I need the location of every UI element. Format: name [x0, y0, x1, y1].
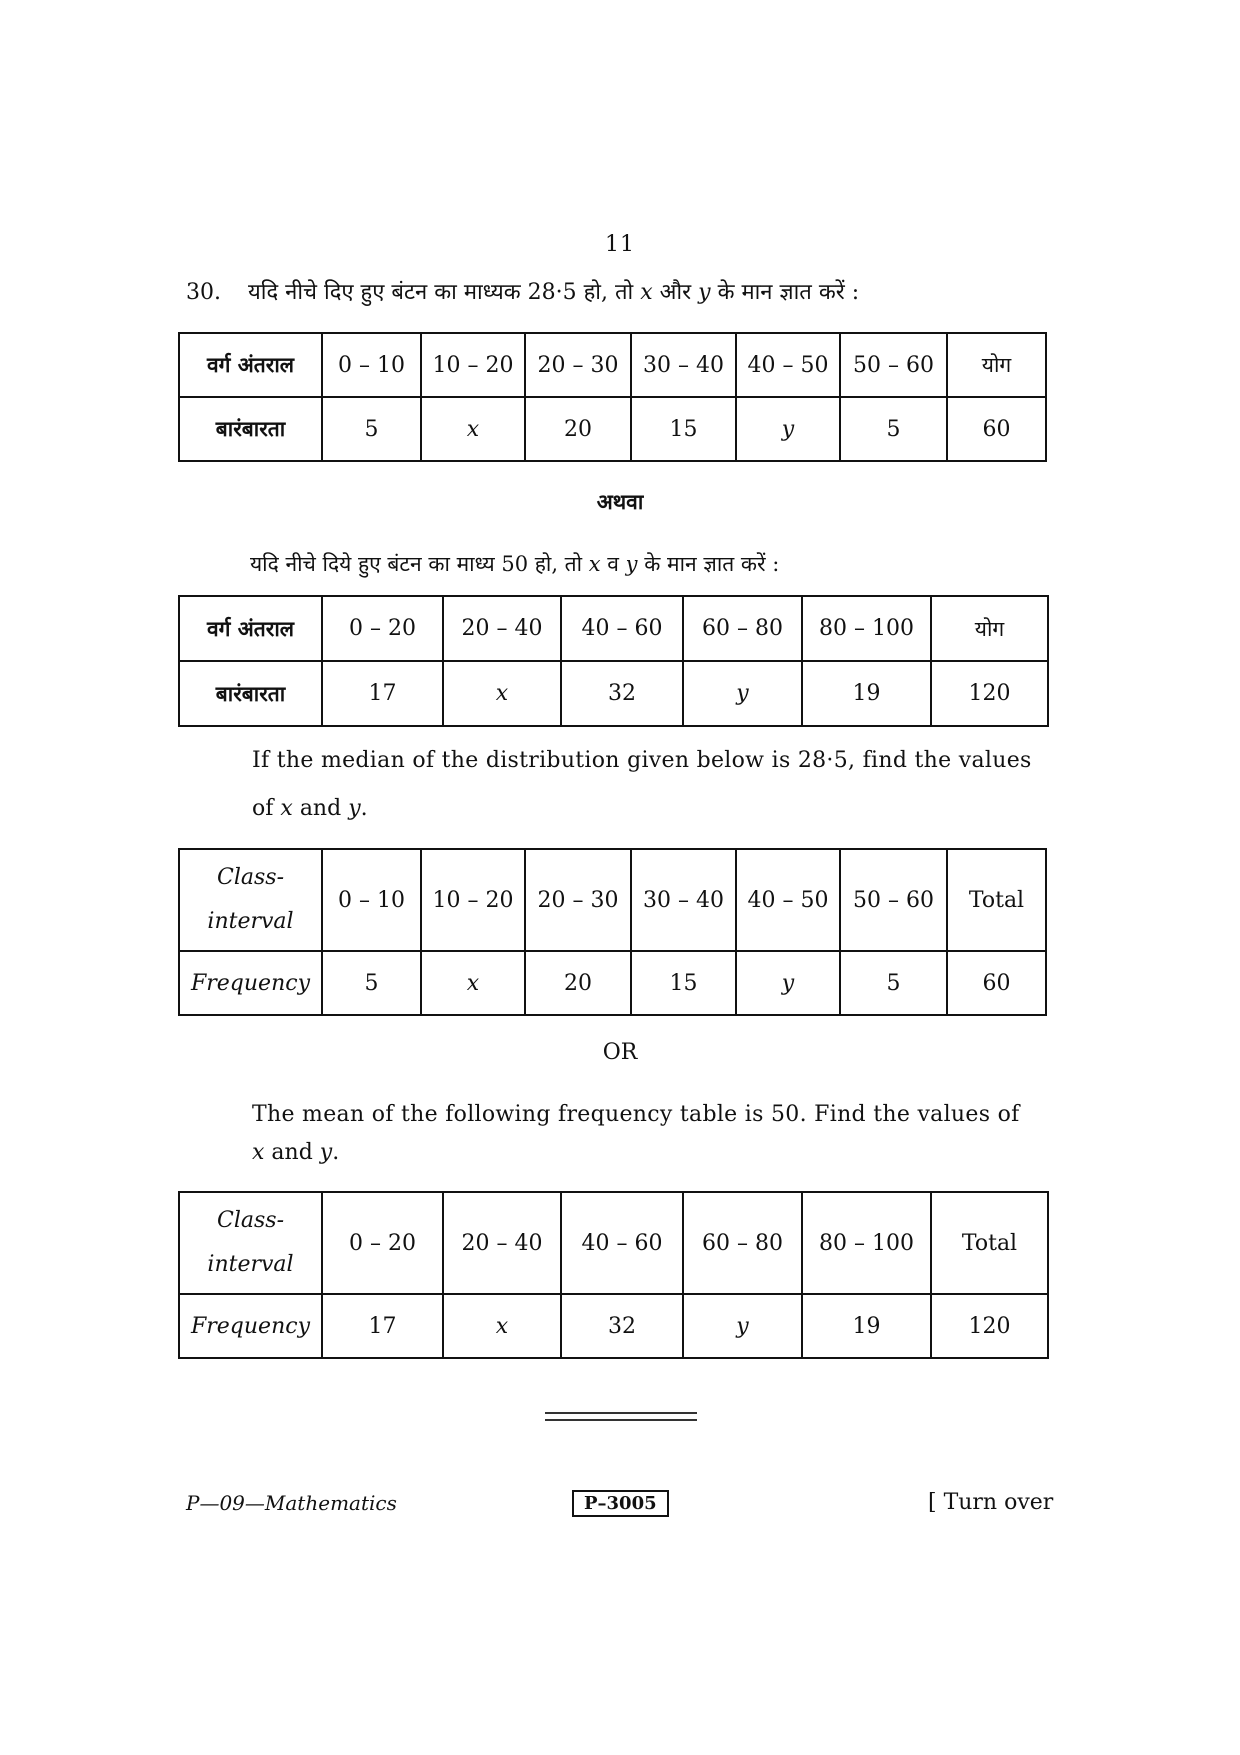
frequency-cell: 20 — [525, 951, 631, 1015]
text-and: and — [271, 1140, 313, 1165]
english-median-table — [178, 848, 1047, 1016]
total-cell: 120 — [931, 1294, 1048, 1358]
var-y: y — [698, 280, 711, 305]
total-label-cell: Total — [947, 849, 1046, 951]
var-y: y — [625, 552, 638, 576]
frequency-cell: 5 — [840, 951, 947, 1015]
text-period: . — [332, 1140, 340, 1165]
frequency-cell: 20 — [525, 397, 631, 461]
frequency-cell: 15 — [631, 951, 736, 1015]
text-and: and — [299, 796, 342, 821]
var-x: x — [640, 280, 653, 305]
question-number: 30. — [186, 280, 221, 305]
question-english-mean-line1: The mean of the following frequency table is 50. Find the values of — [252, 1102, 1020, 1127]
header-line2: interval — [207, 909, 294, 934]
question-text-part1: यदि नीचे दिए हुए बंटन का माध्यक 28·5 हो, तो — [248, 280, 634, 305]
total-cell: 60 — [947, 397, 1046, 461]
var-x: x — [252, 1140, 265, 1165]
interval-cell: 20 – 40 — [443, 596, 561, 661]
interval-cell: 40 – 50 — [736, 333, 840, 397]
frequency-cell: 32 — [561, 1294, 683, 1358]
text-period: . — [360, 796, 368, 821]
question-english-mean-line2 — [252, 1140, 339, 1165]
interval-cell: 60 – 80 — [683, 1192, 802, 1294]
question-hindi-median — [186, 276, 859, 306]
frequency-label-cell: बारंबारता — [179, 661, 322, 726]
frequency-cell: 5 — [840, 397, 947, 461]
interval-cell: 0 – 20 — [322, 1192, 443, 1294]
var-x: x — [588, 552, 601, 576]
question-text-part2: के मान ज्ञात करें : — [644, 552, 780, 576]
interval-cell: 0 – 10 — [322, 333, 421, 397]
end-double-rule — [545, 1412, 697, 1421]
frequency-cell: 17 — [322, 1294, 443, 1358]
question-text-part2: के मान ज्ञात करें : — [717, 280, 860, 305]
table-row-class-interval — [179, 333, 1046, 397]
interval-cell: 40 – 60 — [561, 596, 683, 661]
table-header-cell — [179, 1192, 322, 1294]
hindi-mean-table — [178, 595, 1049, 727]
header-line1: Class- — [217, 865, 284, 890]
table-header-cell: वर्ग अंतराल — [179, 596, 322, 661]
or-english: OR — [602, 1040, 638, 1065]
interval-cell: 80 – 100 — [802, 596, 931, 661]
interval-cell: 20 – 30 — [525, 849, 631, 951]
footer-subject: P—09—Mathematics — [186, 1491, 397, 1515]
frequency-label-cell: Frequency — [179, 951, 322, 1015]
frequency-cell: y — [736, 951, 840, 1015]
frequency-cell: x — [443, 1294, 561, 1358]
frequency-cell: 32 — [561, 661, 683, 726]
question-hindi-mean — [250, 550, 779, 578]
frequency-cell: 5 — [322, 397, 421, 461]
frequency-label-cell: बारंबारता — [179, 397, 322, 461]
frequency-cell: 17 — [322, 661, 443, 726]
table-row-frequency — [179, 661, 1048, 726]
table-row-class-interval — [179, 1192, 1048, 1294]
interval-cell: 50 – 60 — [840, 849, 947, 951]
interval-cell: 80 – 100 — [802, 1192, 931, 1294]
var-y: y — [348, 796, 361, 821]
interval-cell: 50 – 60 — [840, 333, 947, 397]
frequency-cell: 5 — [322, 951, 421, 1015]
header-line2: interval — [207, 1252, 294, 1277]
question-english-median-line2 — [252, 796, 368, 821]
english-mean-table — [178, 1191, 1049, 1359]
table-header-cell — [179, 849, 322, 951]
table-row-class-interval — [179, 596, 1048, 661]
interval-cell: 30 – 40 — [631, 849, 736, 951]
total-cell: 120 — [931, 661, 1048, 726]
text-of: of — [252, 796, 274, 821]
table-row-frequency — [179, 951, 1046, 1015]
header-line1: Class- — [217, 1208, 284, 1233]
interval-cell: 40 – 60 — [561, 1192, 683, 1294]
frequency-cell: 19 — [802, 661, 931, 726]
frequency-cell: 15 — [631, 397, 736, 461]
footer-paper-code: P–3005 — [572, 1490, 669, 1517]
frequency-cell: y — [683, 1294, 802, 1358]
page-number: 11 — [605, 232, 635, 257]
frequency-cell: x — [421, 951, 525, 1015]
question-text-aur: और — [659, 280, 692, 305]
interval-cell: 30 – 40 — [631, 333, 736, 397]
frequency-cell: 19 — [802, 1294, 931, 1358]
question-text-part1: यदि नीचे दिये हुए बंटन का माध्य 50 हो, तो — [250, 552, 583, 576]
question-text-va: व — [607, 552, 619, 576]
table-header-cell: वर्ग अंतराल — [179, 333, 322, 397]
interval-cell: 0 – 10 — [322, 849, 421, 951]
interval-cell: 20 – 30 — [525, 333, 631, 397]
interval-cell: 40 – 50 — [736, 849, 840, 951]
question-english-median-line1: If the median of the distribution given below is 28·5, find the values — [252, 748, 1032, 773]
frequency-cell: y — [736, 397, 840, 461]
table-row-class-interval — [179, 849, 1046, 951]
interval-cell: 10 – 20 — [421, 849, 525, 951]
interval-cell: 10 – 20 — [421, 333, 525, 397]
footer-turn-over: [ Turn over — [928, 1490, 1054, 1515]
total-label-cell: योग — [947, 333, 1046, 397]
total-cell: 60 — [947, 951, 1046, 1015]
var-y: y — [319, 1140, 333, 1165]
frequency-cell: x — [421, 397, 525, 461]
frequency-label-cell: Frequency — [179, 1294, 322, 1358]
interval-cell: 60 – 80 — [683, 596, 802, 661]
interval-cell: 0 – 20 — [322, 596, 443, 661]
interval-cell: 20 – 40 — [443, 1192, 561, 1294]
hindi-median-table — [178, 332, 1047, 462]
table-row-frequency — [179, 397, 1046, 461]
frequency-cell: x — [443, 661, 561, 726]
table-row-frequency — [179, 1294, 1048, 1358]
frequency-cell: y — [683, 661, 802, 726]
var-x: x — [280, 796, 293, 821]
total-label-cell: योग — [931, 596, 1048, 661]
total-label-cell: Total — [931, 1192, 1048, 1294]
or-hindi: अथवा — [596, 490, 644, 514]
